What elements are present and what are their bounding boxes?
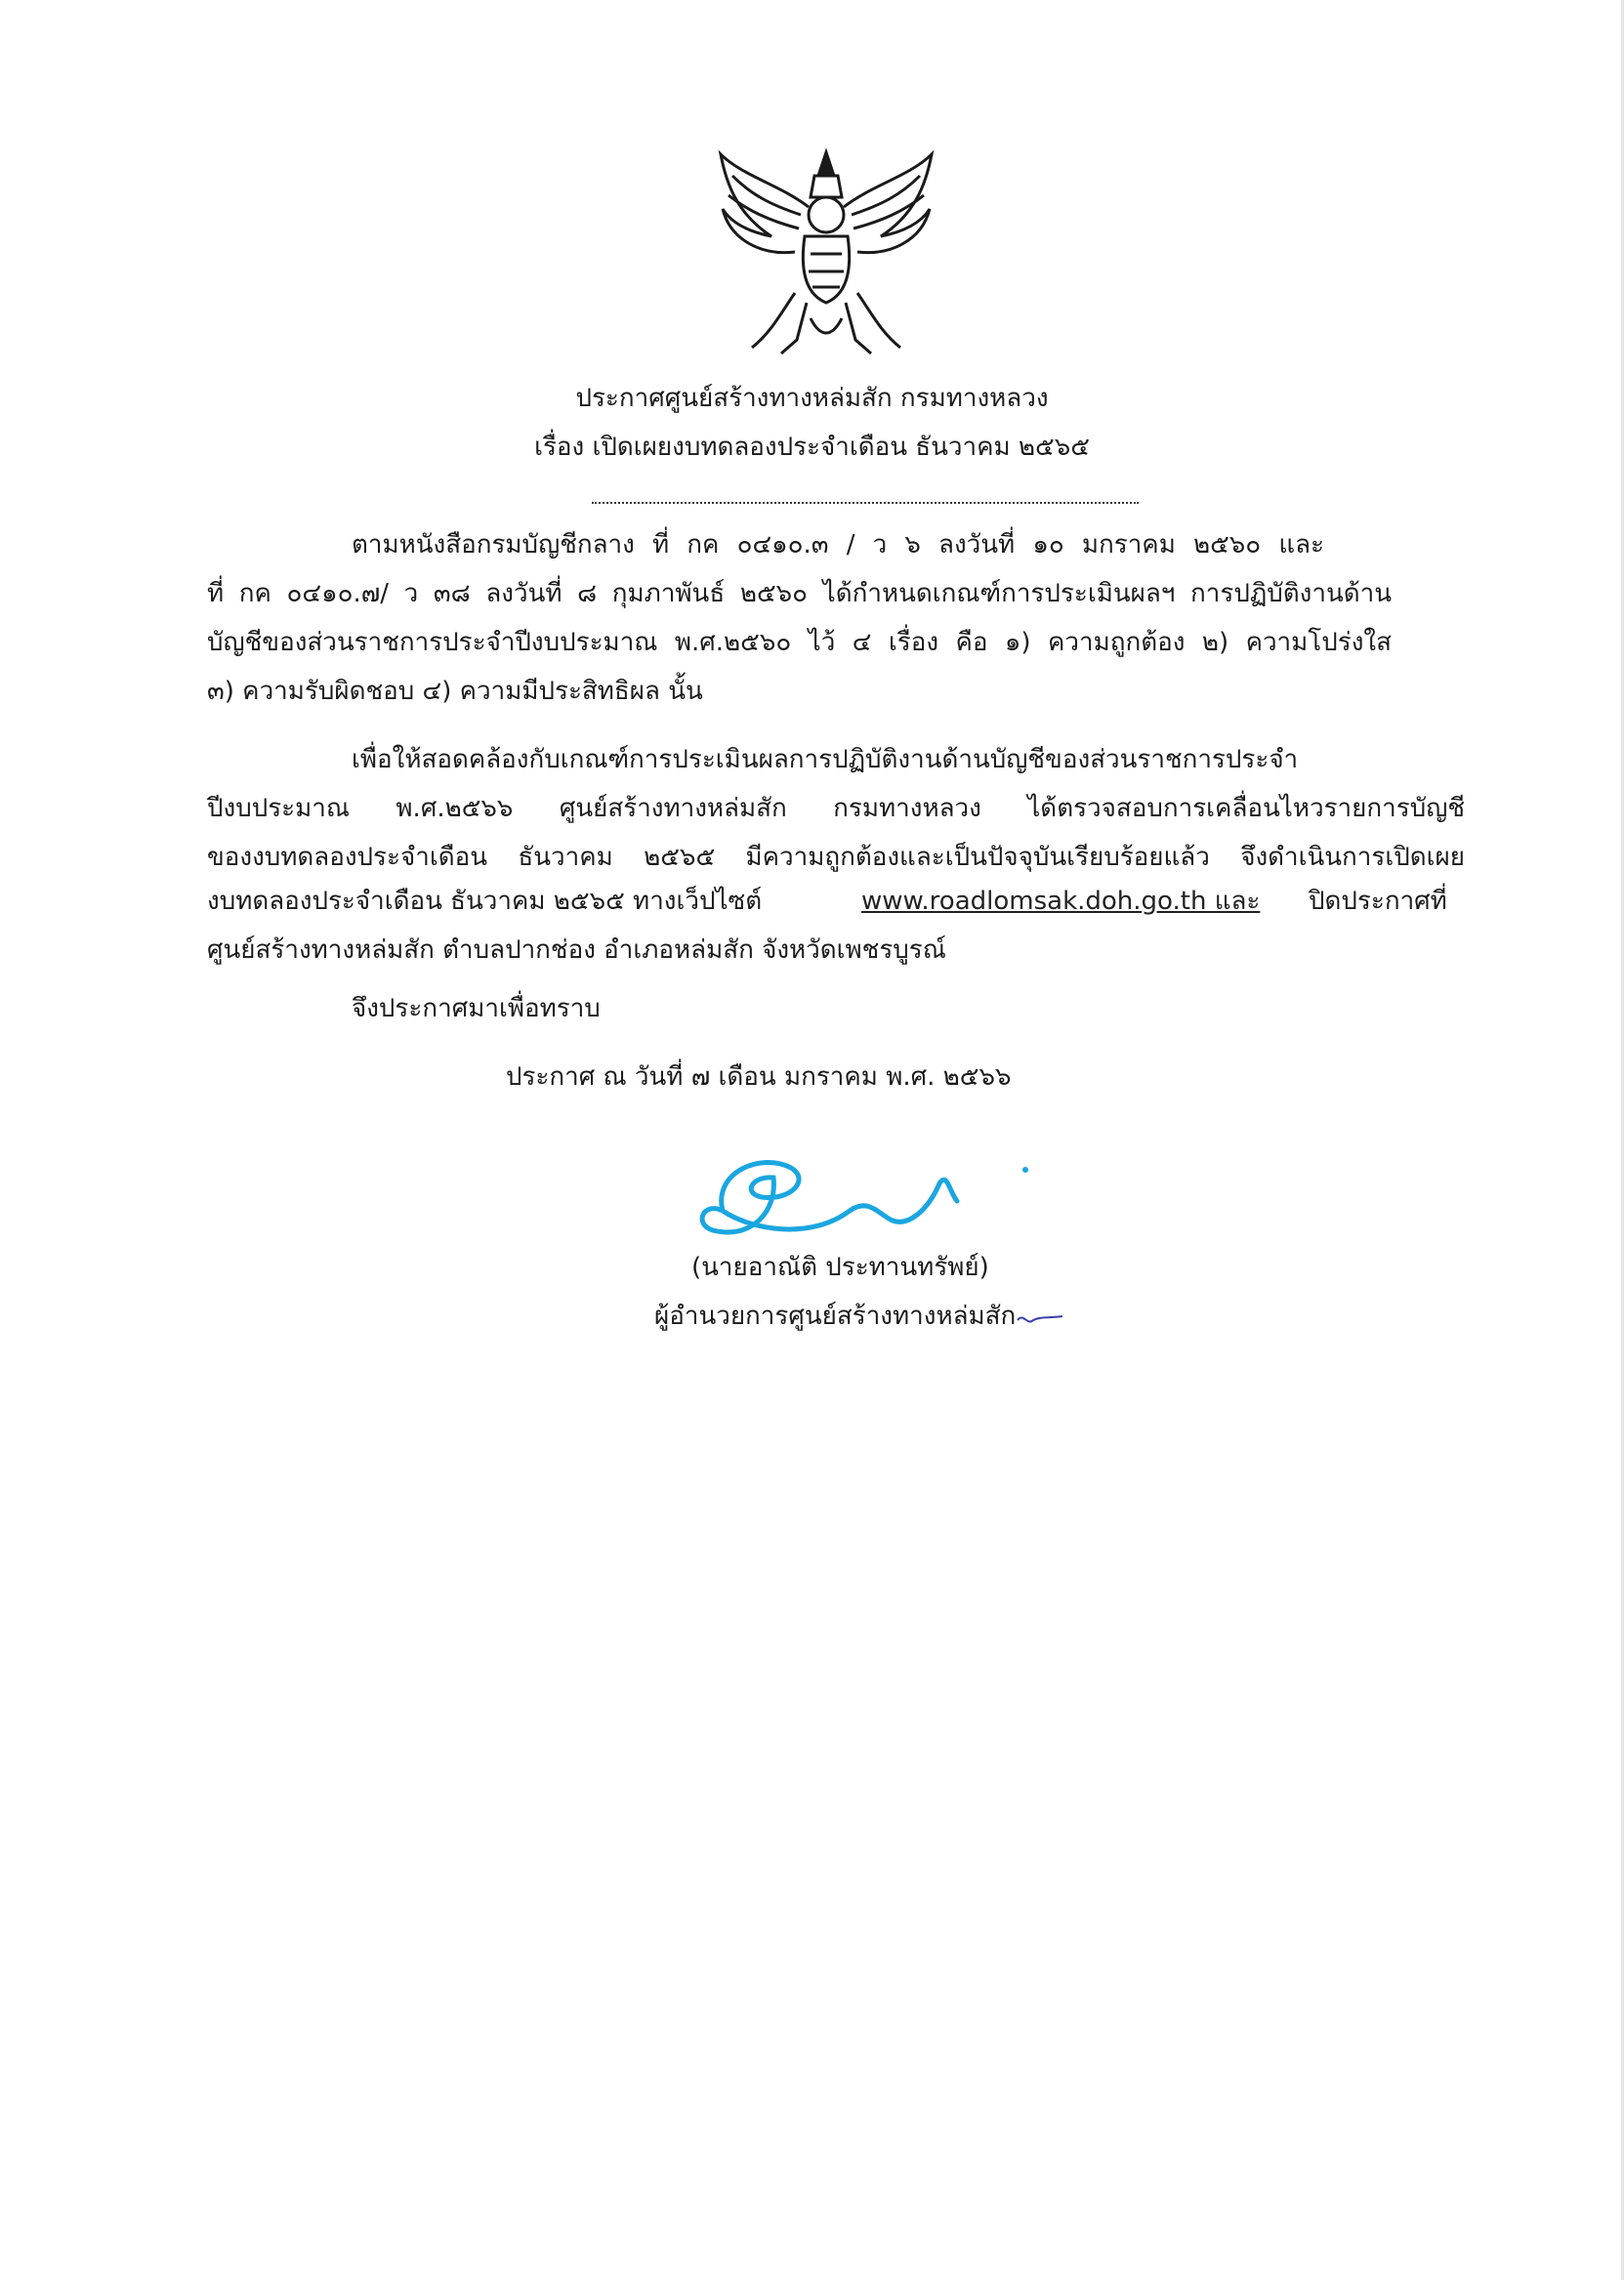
paragraph1-line2: ที่ กค ๐๔๑๐.๗/ ว ๓๘ ลงวันที่ ๘ กุมภาพันธ์ ๒๕๖๐ ได้กำหนดเกณฑ์การประเมินผลฯ การปฏิบัติงานด้าน [207, 579, 1392, 608]
announcement-title: ประกาศศูนย์สร้างทางหล่มสัก กรมทางหลวง [575, 384, 1049, 413]
paragraph2-line5: ศูนย์สร้างทางหล่มสัก ตำบลปากช่อง อำเภอหล่มสัก จังหวัดเพชรบูรณ์ [207, 935, 946, 965]
initial-mark [1016, 1308, 1064, 1328]
announcement-date: ประกาศ ณ วันที่ ๗ เดือน มกราคม พ.ศ. ๒๕๖๖ [506, 1062, 1012, 1092]
paragraph2-line4-suffix: ปิดประกาศที่ [1309, 887, 1447, 916]
garuda-emblem-icon [713, 146, 939, 359]
paragraph1-line4: ๓) ความรับผิดชอบ ๔) ความมีประสิทธิผล นั้น [207, 677, 703, 706]
website-link[interactable]: www.roadlomsak.doh.go.th และ [861, 887, 1261, 916]
paragraph2-line4-prefix: งบทดลองประจำเดือน ธันวาคม ๒๕๖๕ ทางเว็ปไซต์ [207, 887, 763, 916]
handwritten-signature [684, 1133, 1045, 1260]
signer-position: ผู้อำนวยการศูนย์สร้างทางหล่มสัก [654, 1302, 1017, 1331]
paragraph2-line3: ของงบทดลองประจำเดือน ธันวาคม ๒๕๖๕ มีความถูกต้องและเป็นปัจจุบันเรียบร้อยแล้ว จึงดำเนินการเปิดเผย [207, 843, 1465, 872]
paragraph1-line3: บัญชีของส่วนราชการประจำปีงบประมาณ พ.ศ.๒๕๖๐ ไว้ ๔ เรื่อง คือ ๑) ความถูกต้อง ๒) ความโปร่งใส [207, 628, 1392, 657]
signer-name: (นายอาณัติ ประทานทรัพย์) [691, 1253, 989, 1282]
dotted-divider [592, 502, 1139, 504]
closing-line: จึงประกาศมาเพื่อทราบ [352, 994, 601, 1023]
paragraph1-line1: ตามหนังสือกรมบัญชีกลาง ที่ กค ๐๔๑๐.๓ / ว ๖ ลงวันที่ ๑๐ มกราคม ๒๕๖๐ และ [352, 530, 1324, 560]
subject-line: เรื่อง เปิดเผยงบทดลองประจำเดือน ธันวาคม ๒๕๖๕ [534, 433, 1090, 462]
paragraph2-line1: เพื่อให้สอดคล้องกับเกณฑ์การประเมินผลการปฏิบัติงานด้านบัญชีของส่วนราชการประจำ [352, 745, 1299, 774]
paragraph2-line2: ปีงบประมาณ พ.ศ.๒๕๖๖ ศูนย์สร้างทางหล่มสัก กรมทางหลวง ได้ตรวจสอบการเคลื่อนไหวรายการบัญชี [207, 794, 1465, 823]
